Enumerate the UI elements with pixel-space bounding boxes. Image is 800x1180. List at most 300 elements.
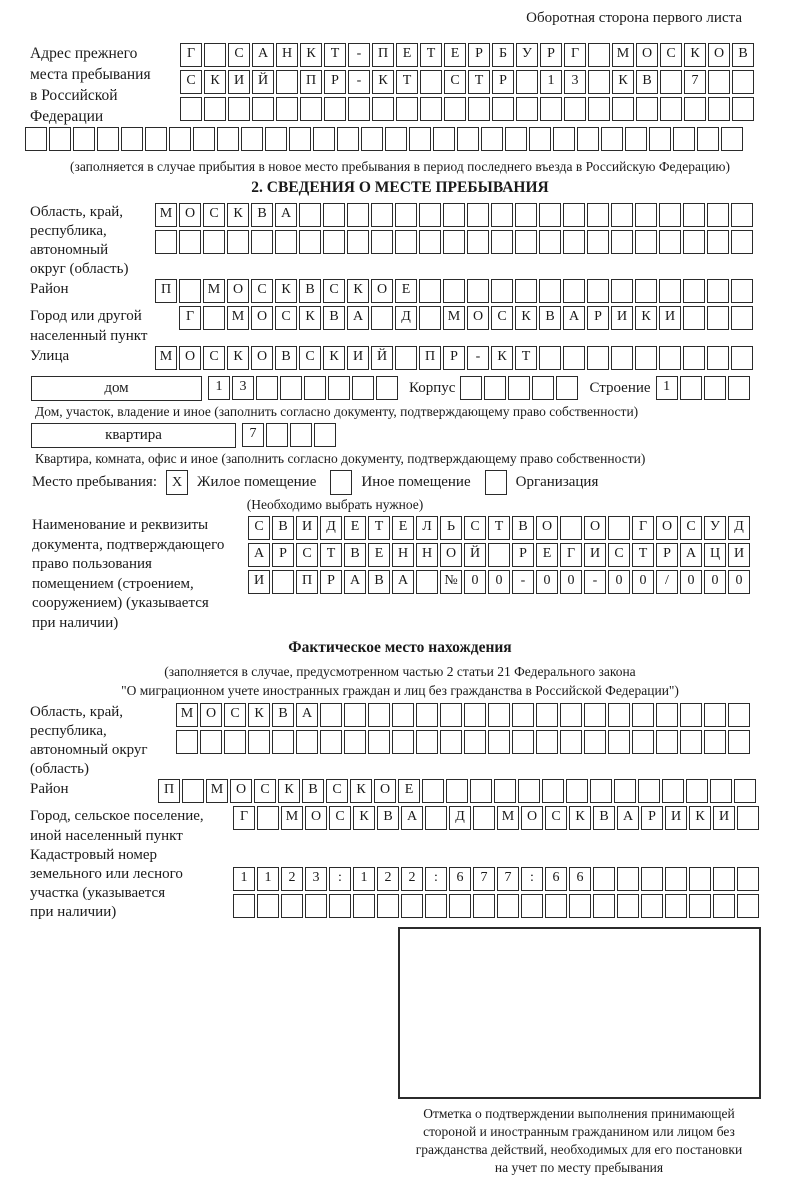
- char-cell[interactable]: О: [230, 779, 252, 803]
- char-cell[interactable]: [601, 127, 623, 151]
- char-cell[interactable]: [632, 730, 654, 754]
- char-cell[interactable]: В: [636, 70, 658, 94]
- char-cell[interactable]: М: [281, 806, 303, 830]
- char-cell[interactable]: [608, 730, 630, 754]
- char-cell[interactable]: К: [275, 279, 297, 303]
- char-cell[interactable]: О: [227, 279, 249, 303]
- char-cell[interactable]: Г: [632, 516, 654, 540]
- char-cell[interactable]: П: [155, 279, 177, 303]
- char-cell[interactable]: [241, 127, 263, 151]
- char-cell[interactable]: [433, 127, 455, 151]
- char-cell[interactable]: В: [323, 306, 345, 330]
- char-cell[interactable]: [556, 376, 578, 400]
- char-cell[interactable]: [224, 730, 246, 754]
- char-cell[interactable]: [563, 203, 585, 227]
- char-cell[interactable]: [539, 279, 561, 303]
- char-cell[interactable]: -: [348, 70, 370, 94]
- char-cell[interactable]: Б: [492, 43, 514, 67]
- char-cell[interactable]: -: [584, 570, 606, 594]
- char-cell[interactable]: [515, 230, 537, 254]
- char-cell[interactable]: [344, 730, 366, 754]
- char-cell[interactable]: [371, 203, 393, 227]
- char-cell[interactable]: К: [684, 43, 706, 67]
- char-cell[interactable]: [25, 127, 47, 151]
- char-cell[interactable]: [505, 127, 527, 151]
- char-cell[interactable]: [540, 97, 562, 121]
- char-cell[interactable]: [276, 70, 298, 94]
- char-cell[interactable]: Г: [179, 306, 201, 330]
- char-cell[interactable]: [587, 279, 609, 303]
- char-cell[interactable]: А: [296, 703, 318, 727]
- char-cell[interactable]: М: [203, 279, 225, 303]
- char-cell[interactable]: В: [732, 43, 754, 67]
- char-cell[interactable]: О: [251, 346, 273, 370]
- char-cell[interactable]: А: [344, 570, 366, 594]
- char-cell[interactable]: Т: [515, 346, 537, 370]
- char-cell[interactable]: В: [272, 516, 294, 540]
- char-cell[interactable]: [419, 230, 441, 254]
- char-cell[interactable]: [593, 894, 615, 918]
- char-cell[interactable]: [563, 230, 585, 254]
- char-cell[interactable]: А: [680, 543, 702, 567]
- char-cell[interactable]: [710, 779, 732, 803]
- char-cell[interactable]: [529, 127, 551, 151]
- char-cell[interactable]: [577, 127, 599, 151]
- char-cell[interactable]: [372, 97, 394, 121]
- char-cell[interactable]: [457, 127, 479, 151]
- char-cell[interactable]: Й: [464, 543, 486, 567]
- char-cell[interactable]: К: [323, 346, 345, 370]
- char-cell[interactable]: [464, 703, 486, 727]
- char-cell[interactable]: [488, 730, 510, 754]
- char-cell[interactable]: [560, 516, 582, 540]
- char-cell[interactable]: О: [584, 516, 606, 540]
- char-cell[interactable]: 6: [545, 867, 567, 891]
- char-cell[interactable]: С: [660, 43, 682, 67]
- char-cell[interactable]: [460, 376, 482, 400]
- char-cell[interactable]: С: [248, 516, 270, 540]
- char-cell[interactable]: [521, 894, 543, 918]
- char-cell[interactable]: Р: [540, 43, 562, 67]
- char-cell[interactable]: 0: [536, 570, 558, 594]
- char-cell[interactable]: [176, 730, 198, 754]
- char-cell[interactable]: [588, 43, 610, 67]
- char-cell[interactable]: [560, 703, 582, 727]
- char-cell[interactable]: [560, 730, 582, 754]
- char-cell[interactable]: [635, 203, 657, 227]
- char-cell[interactable]: Е: [536, 543, 558, 567]
- char-cell[interactable]: [641, 867, 663, 891]
- char-cell[interactable]: И: [296, 516, 318, 540]
- char-cell[interactable]: [515, 279, 537, 303]
- char-cell[interactable]: Г: [564, 43, 586, 67]
- char-cell[interactable]: [680, 730, 702, 754]
- char-cell[interactable]: В: [539, 306, 561, 330]
- char-cell[interactable]: [680, 376, 702, 400]
- char-cell[interactable]: [649, 127, 671, 151]
- char-cell[interactable]: С: [224, 703, 246, 727]
- char-cell[interactable]: Т: [468, 70, 490, 94]
- char-cell[interactable]: [121, 127, 143, 151]
- char-cell[interactable]: [468, 97, 490, 121]
- char-cell[interactable]: [697, 127, 719, 151]
- char-cell[interactable]: [396, 97, 418, 121]
- char-cell[interactable]: [299, 203, 321, 227]
- char-cell[interactable]: [276, 97, 298, 121]
- char-cell[interactable]: [635, 279, 657, 303]
- char-cell[interactable]: [491, 203, 513, 227]
- char-cell[interactable]: [305, 894, 327, 918]
- char-cell[interactable]: [440, 730, 462, 754]
- char-cell[interactable]: [488, 703, 510, 727]
- char-cell[interactable]: С: [545, 806, 567, 830]
- char-cell[interactable]: М: [443, 306, 465, 330]
- char-cell[interactable]: [281, 894, 303, 918]
- char-cell[interactable]: [731, 306, 753, 330]
- char-cell[interactable]: [587, 203, 609, 227]
- char-cell[interactable]: [611, 203, 633, 227]
- char-cell[interactable]: О: [305, 806, 327, 830]
- char-cell[interactable]: [713, 867, 735, 891]
- char-cell[interactable]: [612, 97, 634, 121]
- char-cell[interactable]: [662, 779, 684, 803]
- char-cell[interactable]: 3: [232, 376, 254, 400]
- char-cell[interactable]: [348, 97, 370, 121]
- char-cell[interactable]: [508, 376, 530, 400]
- char-cell[interactable]: [419, 203, 441, 227]
- char-cell[interactable]: [200, 730, 222, 754]
- char-cell[interactable]: [313, 127, 335, 151]
- char-cell[interactable]: [515, 203, 537, 227]
- char-cell[interactable]: [491, 230, 513, 254]
- char-cell[interactable]: [704, 703, 726, 727]
- char-cell[interactable]: [683, 203, 705, 227]
- char-cell[interactable]: Р: [320, 570, 342, 594]
- char-cell[interactable]: К: [612, 70, 634, 94]
- char-cell[interactable]: Е: [395, 279, 417, 303]
- char-cell[interactable]: [638, 779, 660, 803]
- char-cell[interactable]: 0: [728, 570, 750, 594]
- char-cell[interactable]: [444, 97, 466, 121]
- char-cell[interactable]: [416, 703, 438, 727]
- char-cell[interactable]: К: [372, 70, 394, 94]
- char-cell[interactable]: Р: [272, 543, 294, 567]
- char-cell[interactable]: [352, 376, 374, 400]
- char-cell[interactable]: [518, 779, 540, 803]
- char-cell[interactable]: О: [440, 543, 462, 567]
- char-cell[interactable]: [347, 203, 369, 227]
- char-cell[interactable]: Н: [416, 543, 438, 567]
- char-cell[interactable]: [728, 376, 750, 400]
- char-cell[interactable]: С: [326, 779, 348, 803]
- char-cell[interactable]: 0: [704, 570, 726, 594]
- char-cell[interactable]: [203, 230, 225, 254]
- char-cell[interactable]: [608, 516, 630, 540]
- char-cell[interactable]: П: [372, 43, 394, 67]
- char-cell[interactable]: [392, 703, 414, 727]
- char-cell[interactable]: К: [248, 703, 270, 727]
- char-cell[interactable]: [660, 97, 682, 121]
- char-cell[interactable]: С: [329, 806, 351, 830]
- char-cell[interactable]: [320, 730, 342, 754]
- char-cell[interactable]: [251, 230, 273, 254]
- char-cell[interactable]: [290, 423, 312, 447]
- char-cell[interactable]: И: [611, 306, 633, 330]
- char-cell[interactable]: [516, 97, 538, 121]
- char-cell[interactable]: [361, 127, 383, 151]
- char-cell[interactable]: [182, 779, 204, 803]
- char-cell[interactable]: Р: [587, 306, 609, 330]
- char-cell[interactable]: С: [251, 279, 273, 303]
- char-cell[interactable]: [732, 97, 754, 121]
- char-cell[interactable]: К: [350, 779, 372, 803]
- char-cell[interactable]: 3: [305, 867, 327, 891]
- char-cell[interactable]: [660, 70, 682, 94]
- char-cell[interactable]: О: [200, 703, 222, 727]
- char-cell[interactable]: К: [635, 306, 657, 330]
- char-cell[interactable]: Г: [180, 43, 202, 67]
- char-cell[interactable]: О: [179, 203, 201, 227]
- char-cell[interactable]: [542, 779, 564, 803]
- char-cell[interactable]: К: [353, 806, 375, 830]
- char-cell[interactable]: К: [347, 279, 369, 303]
- char-cell[interactable]: [204, 43, 226, 67]
- char-cell[interactable]: [179, 279, 201, 303]
- char-cell[interactable]: [708, 97, 730, 121]
- char-cell[interactable]: [659, 230, 681, 254]
- char-cell[interactable]: [491, 279, 513, 303]
- char-cell[interactable]: [347, 230, 369, 254]
- char-cell[interactable]: О: [708, 43, 730, 67]
- char-cell[interactable]: [680, 703, 702, 727]
- char-cell[interactable]: С: [608, 543, 630, 567]
- char-cell[interactable]: [443, 230, 465, 254]
- char-cell[interactable]: [564, 97, 586, 121]
- char-cell[interactable]: А: [347, 306, 369, 330]
- char-cell[interactable]: -: [512, 570, 534, 594]
- stay-checkbox-other[interactable]: [330, 470, 352, 495]
- char-cell[interactable]: Е: [396, 43, 418, 67]
- char-cell[interactable]: [539, 346, 561, 370]
- char-cell[interactable]: 2: [401, 867, 423, 891]
- char-cell[interactable]: [734, 779, 756, 803]
- char-cell[interactable]: С: [228, 43, 250, 67]
- char-cell[interactable]: [395, 346, 417, 370]
- char-cell[interactable]: [204, 97, 226, 121]
- char-cell[interactable]: [280, 376, 302, 400]
- char-cell[interactable]: [416, 570, 438, 594]
- char-cell[interactable]: [467, 279, 489, 303]
- char-cell[interactable]: 3: [564, 70, 586, 94]
- char-cell[interactable]: [473, 806, 495, 830]
- char-cell[interactable]: [155, 230, 177, 254]
- char-cell[interactable]: 7: [497, 867, 519, 891]
- char-cell[interactable]: П: [419, 346, 441, 370]
- char-cell[interactable]: У: [704, 516, 726, 540]
- char-cell[interactable]: [683, 230, 705, 254]
- char-cell[interactable]: В: [299, 279, 321, 303]
- char-cell[interactable]: О: [179, 346, 201, 370]
- char-cell[interactable]: [587, 346, 609, 370]
- char-cell[interactable]: [656, 703, 678, 727]
- char-cell[interactable]: [553, 127, 575, 151]
- char-cell[interactable]: 0: [632, 570, 654, 594]
- char-cell[interactable]: [377, 894, 399, 918]
- char-cell[interactable]: [422, 779, 444, 803]
- char-cell[interactable]: В: [251, 203, 273, 227]
- char-cell[interactable]: С: [275, 306, 297, 330]
- char-cell[interactable]: В: [377, 806, 399, 830]
- char-cell[interactable]: [707, 279, 729, 303]
- char-cell[interactable]: Е: [368, 543, 390, 567]
- char-cell[interactable]: О: [636, 43, 658, 67]
- char-cell[interactable]: О: [251, 306, 273, 330]
- char-cell[interactable]: [617, 894, 639, 918]
- char-cell[interactable]: М: [497, 806, 519, 830]
- char-cell[interactable]: 7: [684, 70, 706, 94]
- char-cell[interactable]: [665, 867, 687, 891]
- char-cell[interactable]: Д: [320, 516, 342, 540]
- char-cell[interactable]: [590, 779, 612, 803]
- char-cell[interactable]: С: [203, 346, 225, 370]
- char-cell[interactable]: Т: [420, 43, 442, 67]
- char-cell[interactable]: [659, 346, 681, 370]
- char-cell[interactable]: [656, 730, 678, 754]
- char-cell[interactable]: [563, 279, 585, 303]
- char-cell[interactable]: [737, 894, 759, 918]
- char-cell[interactable]: [728, 730, 750, 754]
- char-cell[interactable]: [385, 127, 407, 151]
- char-cell[interactable]: [683, 346, 705, 370]
- char-cell[interactable]: В: [272, 703, 294, 727]
- char-cell[interactable]: Ц: [704, 543, 726, 567]
- char-cell[interactable]: [536, 703, 558, 727]
- char-cell[interactable]: [169, 127, 191, 151]
- char-cell[interactable]: [323, 203, 345, 227]
- char-cell[interactable]: Д: [449, 806, 471, 830]
- char-cell[interactable]: [289, 127, 311, 151]
- char-cell[interactable]: 0: [488, 570, 510, 594]
- char-cell[interactable]: [248, 730, 270, 754]
- char-cell[interactable]: [416, 730, 438, 754]
- char-cell[interactable]: [296, 730, 318, 754]
- char-cell[interactable]: Р: [443, 346, 465, 370]
- char-cell[interactable]: [368, 730, 390, 754]
- char-cell[interactable]: [392, 730, 414, 754]
- char-cell[interactable]: [516, 70, 538, 94]
- char-cell[interactable]: [304, 376, 326, 400]
- char-cell[interactable]: С: [203, 203, 225, 227]
- char-cell[interactable]: М: [155, 346, 177, 370]
- char-cell[interactable]: [532, 376, 554, 400]
- char-cell[interactable]: [488, 543, 510, 567]
- char-cell[interactable]: 1: [208, 376, 230, 400]
- char-cell[interactable]: [665, 894, 687, 918]
- char-cell[interactable]: А: [392, 570, 414, 594]
- char-cell[interactable]: 6: [449, 867, 471, 891]
- char-cell[interactable]: 0: [680, 570, 702, 594]
- char-cell[interactable]: [353, 894, 375, 918]
- char-cell[interactable]: [588, 70, 610, 94]
- char-cell[interactable]: [684, 97, 706, 121]
- char-cell[interactable]: [275, 230, 297, 254]
- char-cell[interactable]: [732, 70, 754, 94]
- char-cell[interactable]: Д: [395, 306, 417, 330]
- char-cell[interactable]: [737, 806, 759, 830]
- char-cell[interactable]: [256, 376, 278, 400]
- char-cell[interactable]: [473, 894, 495, 918]
- char-cell[interactable]: И: [228, 70, 250, 94]
- char-cell[interactable]: С: [464, 516, 486, 540]
- char-cell[interactable]: [659, 279, 681, 303]
- char-cell[interactable]: [497, 894, 519, 918]
- char-cell[interactable]: С: [444, 70, 466, 94]
- char-cell[interactable]: [324, 97, 346, 121]
- char-cell[interactable]: К: [515, 306, 537, 330]
- char-cell[interactable]: [425, 806, 447, 830]
- char-cell[interactable]: К: [227, 346, 249, 370]
- char-cell[interactable]: Р: [656, 543, 678, 567]
- char-cell[interactable]: [371, 230, 393, 254]
- char-cell[interactable]: /: [656, 570, 678, 594]
- char-cell[interactable]: [265, 127, 287, 151]
- char-cell[interactable]: [440, 703, 462, 727]
- char-cell[interactable]: [320, 703, 342, 727]
- char-cell[interactable]: [443, 279, 465, 303]
- char-cell[interactable]: 1: [257, 867, 279, 891]
- char-cell[interactable]: М: [612, 43, 634, 67]
- char-cell[interactable]: М: [176, 703, 198, 727]
- char-cell[interactable]: А: [275, 203, 297, 227]
- char-cell[interactable]: [419, 306, 441, 330]
- char-cell[interactable]: И: [248, 570, 270, 594]
- char-cell[interactable]: Е: [392, 516, 414, 540]
- char-cell[interactable]: С: [299, 346, 321, 370]
- char-cell[interactable]: К: [299, 306, 321, 330]
- char-cell[interactable]: [193, 127, 215, 151]
- char-cell[interactable]: Г: [560, 543, 582, 567]
- char-cell[interactable]: К: [278, 779, 300, 803]
- char-cell[interactable]: [179, 230, 201, 254]
- char-cell[interactable]: Р: [641, 806, 663, 830]
- char-cell[interactable]: [731, 230, 753, 254]
- char-cell[interactable]: К: [227, 203, 249, 227]
- char-cell[interactable]: В: [275, 346, 297, 370]
- char-cell[interactable]: [587, 230, 609, 254]
- char-cell[interactable]: [566, 779, 588, 803]
- char-cell[interactable]: О: [467, 306, 489, 330]
- char-cell[interactable]: [689, 867, 711, 891]
- char-cell[interactable]: [728, 703, 750, 727]
- char-cell[interactable]: [635, 346, 657, 370]
- char-cell[interactable]: А: [252, 43, 274, 67]
- char-cell[interactable]: [608, 703, 630, 727]
- char-cell[interactable]: [588, 97, 610, 121]
- char-cell[interactable]: [614, 779, 636, 803]
- char-cell[interactable]: М: [227, 306, 249, 330]
- char-cell[interactable]: [180, 97, 202, 121]
- char-cell[interactable]: [395, 203, 417, 227]
- char-cell[interactable]: [512, 730, 534, 754]
- char-cell[interactable]: [401, 894, 423, 918]
- char-cell[interactable]: Т: [324, 43, 346, 67]
- char-cell[interactable]: И: [659, 306, 681, 330]
- char-cell[interactable]: [272, 570, 294, 594]
- char-cell[interactable]: [731, 203, 753, 227]
- char-cell[interactable]: 1: [540, 70, 562, 94]
- char-cell[interactable]: [484, 376, 506, 400]
- char-cell[interactable]: О: [374, 779, 396, 803]
